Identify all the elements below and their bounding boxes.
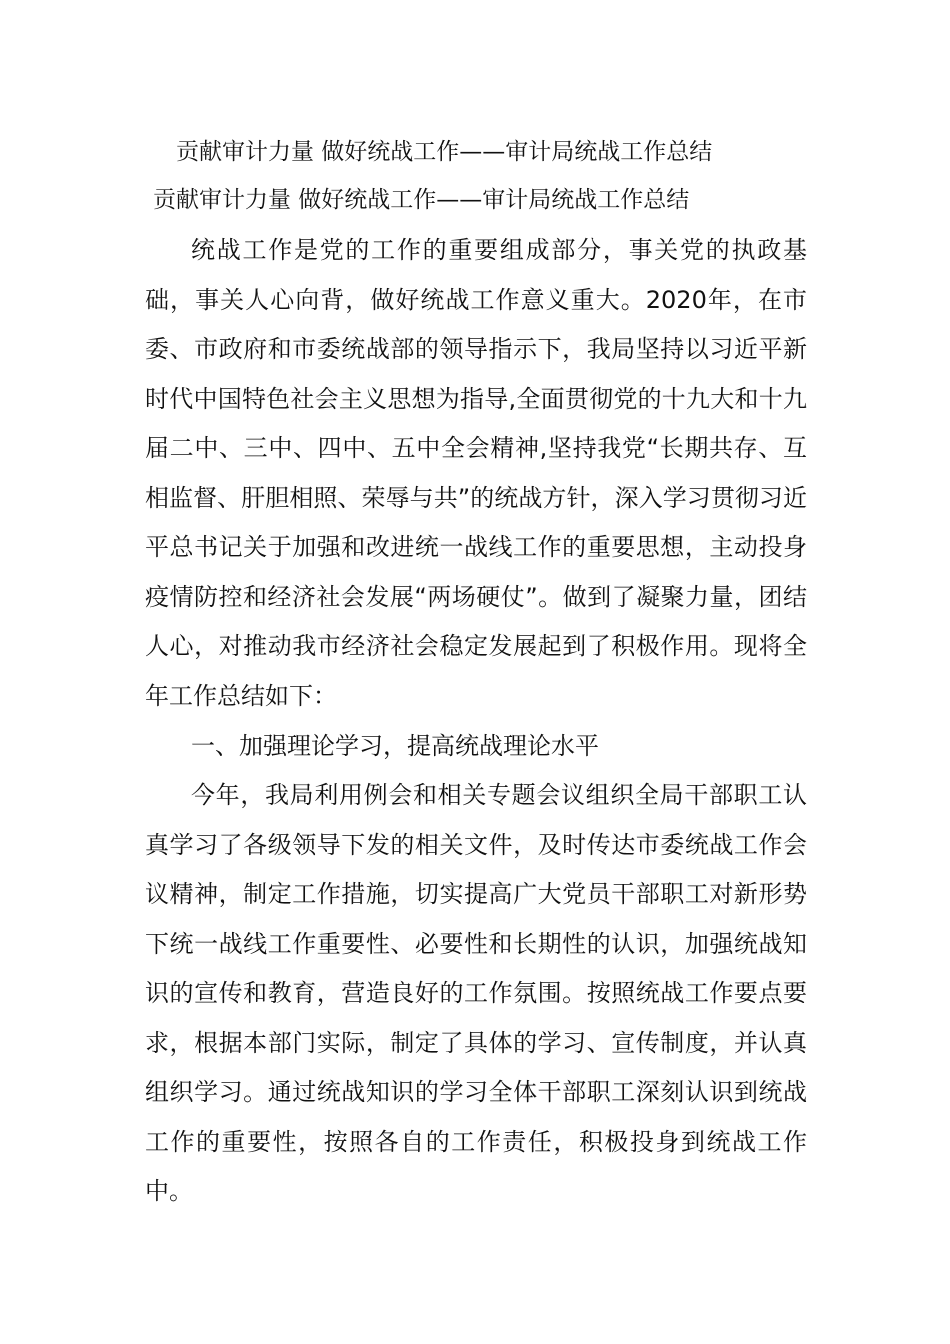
document-subtitle: 贡献审计力量 做好统战工作——审计局统战工作总结: [153, 187, 690, 213]
paragraph-section-1: 今年，我局利用例会和相关专题会议组织全局干部职工认真学习了各级领导下发的相关文件，及时传达市委统战工作会议精神，制定工作措施，切实提高广大党员干部职工对新形势下统一战线工作重要性、必要性和长期性的认识，加强统战知识的宣传和教育，营造良好的工作氛围。按照统战工作要点要求，根据本部门实际，制定了具体的学习、宣传制度，并认真组织学习。通过统战知识的学习全体干部职工深刻认识到统战工作的重要性，按照各自的工作责任，积极投身到统战工作中。: [145, 781, 807, 1205]
section-heading-1: 一、加强理论学习，提高统战理论水平: [191, 732, 599, 760]
document-title: 贡献审计力量 做好统战工作——审计局统战工作总结: [176, 139, 713, 165]
paragraph-intro: 统战工作是党的工作的重要组成部分，事关党的执政基础，事关人心向背，做好统战工作意义重大。2020年，在市委、市政府和市委统战部的领导指示下，我局坚持以习近平新时代中国特色社会主义思想为指导,全面贯彻党的十九大和十九届二中、三中、四中、五中全会精神,坚持我党“长期共存、互相监督、肝胆相照、荣辱与共”的统战方针，深入学习贯彻习近平总书记关于加强和改进统一战线工作的重要思想，主动投身疫情防控和经济社会发展“两场硬仗”。做到了凝聚力量，团结人心，对推动我市经济社会稳定发展起到了积极作用。现将全年工作总结如下：: [145, 236, 807, 710]
